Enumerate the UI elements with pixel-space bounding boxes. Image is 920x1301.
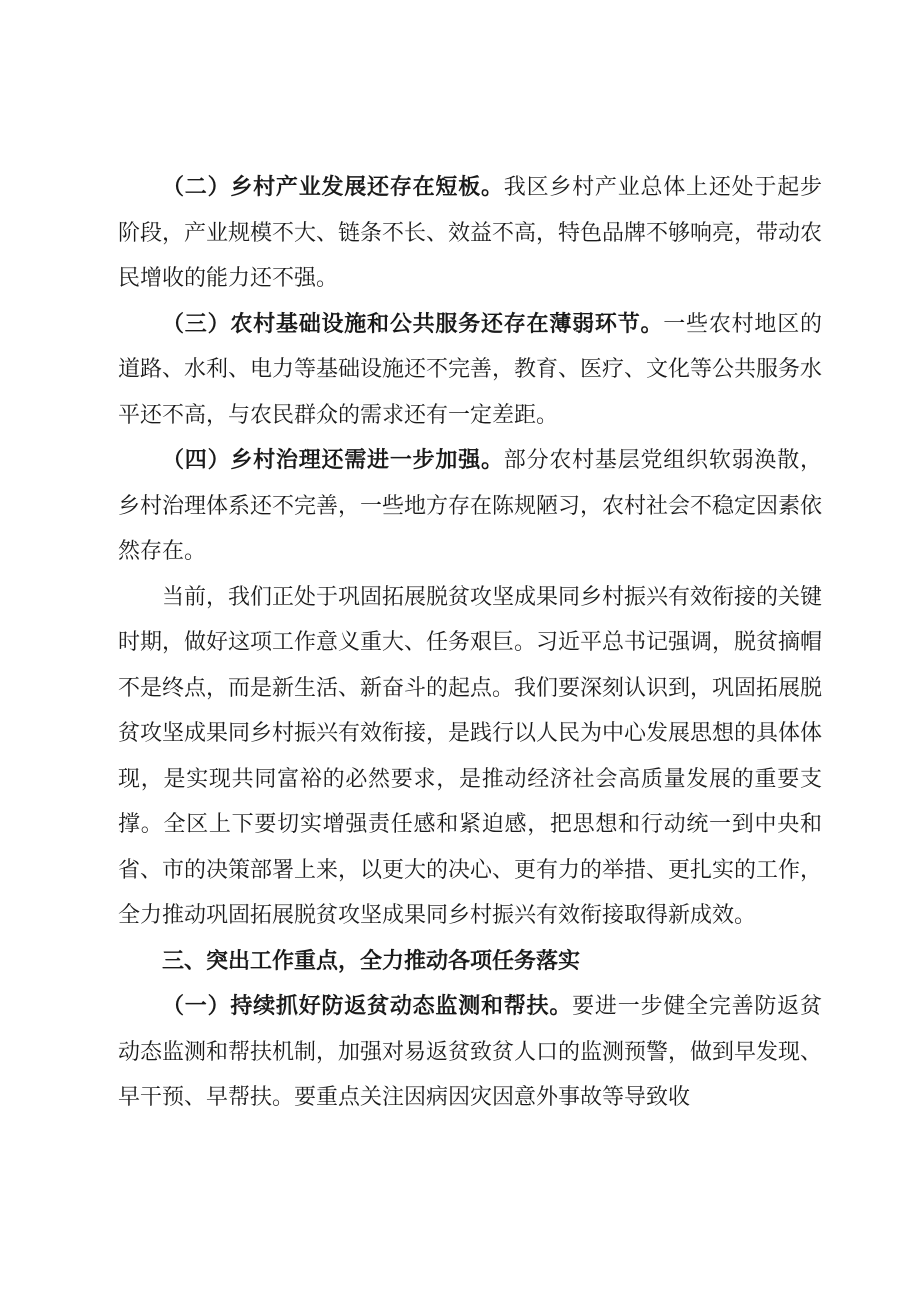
paragraph-governance — [118, 438, 822, 575]
paragraph-current-period — [118, 575, 822, 939]
section-heading: 三、突出工作重点，全力推动各项任务落实 — [162, 947, 581, 974]
paragraph-lead: （一）持续抓好防返贫动态监测和帮扶。 — [162, 993, 573, 1019]
paragraph-body: 要进一步健全完善防返贫动态监测和帮扶机制，加强对易返贫致贫人口的监测预警，做到早发现、早干预、早帮扶。要重点关注因病因灾因意外事故等导致收 — [118, 994, 823, 1110]
paragraph-body: 当前，我们正处于巩固拓展脱贫攻坚成果同乡村振兴有效衔接的关键时期，做好这项工作意义重大、任务艰巨。习近平总书记强调，脱贫摘帽不是终点，而是新生活、新奋斗的起点。我们要深刻认识到，巩固拓展脱贫攻坚成果同乡村振兴有效衔接，是践行以人民为中心发展思想的具体体现，是实现共同富裕的必然要求，是推动经济社会高质量发展的重要支撑。全区上下要切实增强责任感和紧迫感，把思想和行动统一到中央和省、市的决策部署上来，以更大的决心、更有力的举措、更扎实的工作，全力推动巩固拓展脱贫攻坚成果同乡村振兴有效衔接取得新成效。 — [118, 584, 823, 928]
paragraph-body: 部分农村基层党组织软弱涣散，乡村治理体系还不完善，一些地方存在陈规陋习，农村社会不稳定因素依然存在。 — [118, 448, 823, 564]
paragraph-lead: （三）农村基础设施和公共服务还存在薄弱环节。 — [162, 310, 664, 337]
paragraph-monitoring — [118, 984, 822, 1121]
paragraph-infrastructure — [118, 302, 822, 439]
paragraph-lead: （四）乡村治理还需进一步加强。 — [162, 447, 504, 473]
paragraph-industry-shortboard — [118, 165, 822, 302]
document-page — [118, 165, 822, 1121]
paragraph-body: 我区乡村产业总体上还处于起步阶段，产业规模不大、链条不长、效益不高，特色品牌不够响亮，带动农民增收的能力还不强。 — [118, 175, 823, 291]
paragraph-body: 一些农村地区的道路、水利、电力等基础设施还不完善，教育、医疗、文化等公共服务水平还不高，与农民群众的需求还有一定差距。 — [118, 311, 823, 428]
paragraph-lead: （二）乡村产业发展还存在短板。 — [162, 174, 504, 200]
